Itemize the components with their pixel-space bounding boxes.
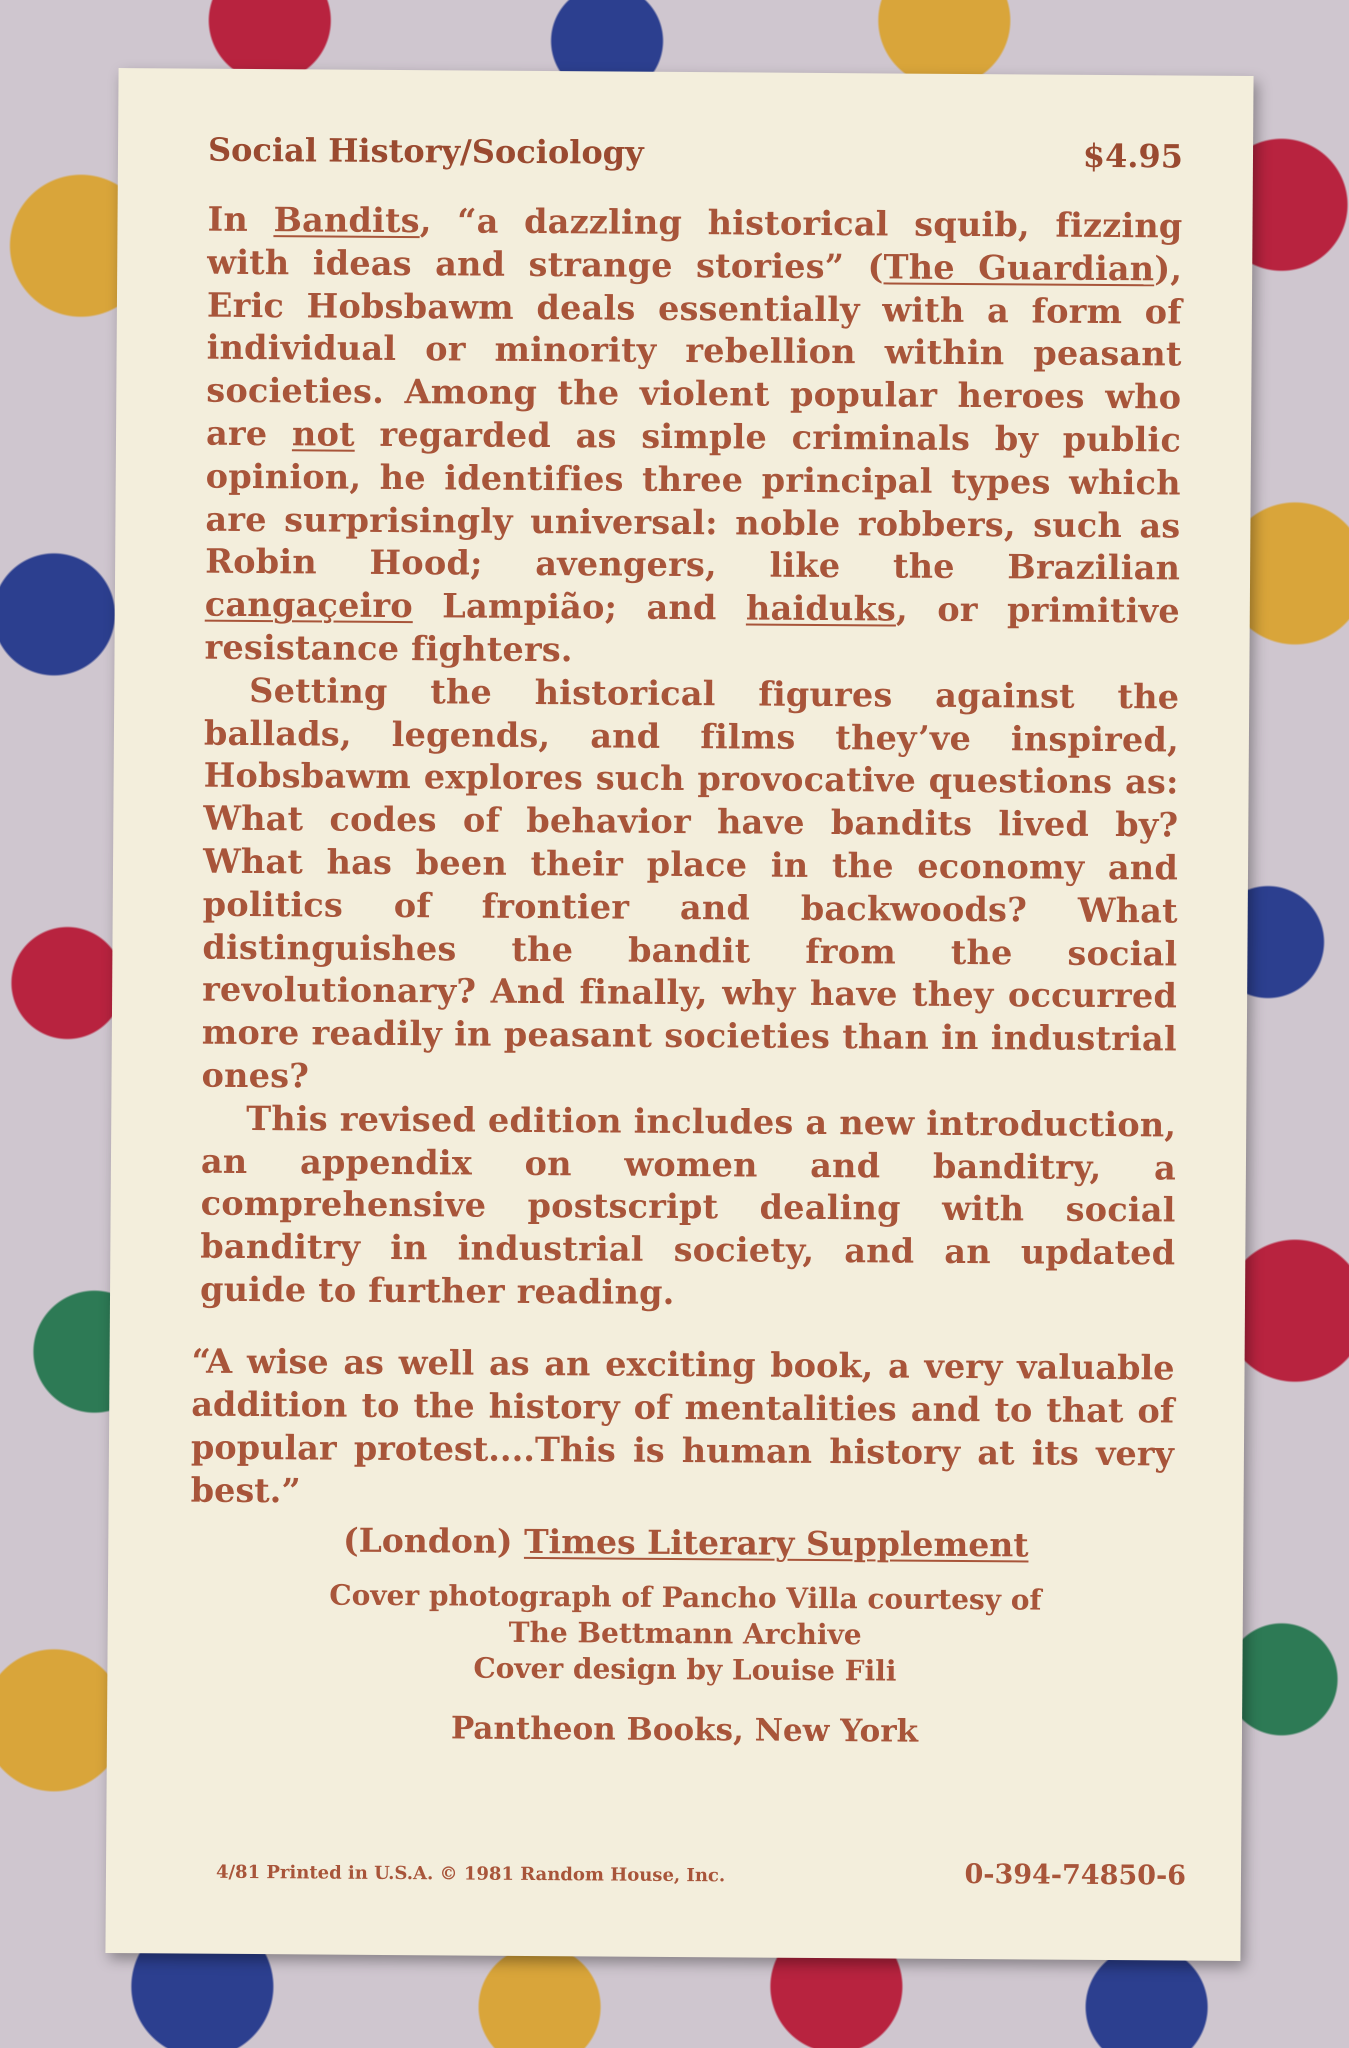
printed-notice: 4/81 Printed in U.S.A. © 1981 Random House, Inc. bbox=[215, 1861, 726, 1887]
credit-line-3: Cover design by Louise Fili bbox=[473, 1651, 897, 1688]
review-source-title: Times Literary Supplement bbox=[523, 1521, 1029, 1565]
blurb bbox=[200, 199, 1183, 1318]
term-cangaceiro: cangaçeiro bbox=[204, 584, 414, 626]
blurb-paragraph-1: In Bandits, “a dazzling historical squib, fizzing with ideas and strange stories” (The Guardian), Eric Hobsbawm deals essentially with a form of individual or minority rebellion within peasant societies. Among the violent popular heroes who are not regarded as simple criminals by public opinion, he identifies three principal types which are surprisingly universal: noble robbers, such as Robin Hood; avengers, like the Brazilian cangaçeiro Lampião; and haiduks, or primitive resistance fighters. bbox=[204, 199, 1183, 670]
title-guardian: The Guardian bbox=[883, 247, 1155, 289]
credit-line-1: Cover photograph of Pancho Villa courtesy of bbox=[329, 1578, 1042, 1617]
emphasis-not: not bbox=[291, 414, 355, 454]
cover-credits bbox=[197, 1576, 1173, 1691]
blurb-paragraph-3: This revised edition includes a new introduction, an appendix on women and banditry, a comprehensive postscript dealing with social banditry in industrial society, and an updated guide to further reading. bbox=[199, 1098, 1177, 1312]
blurb-paragraph-2: Setting the historical figures against the ballads, legends, and films they’ve inspired, Hobsbawm explores such provocative questions as: What codes of behavior have bandits lived by? What has been their place in the economy and politics of frontier and backwoods? What distinguishes the bandit from the social revolutionary? And finally, why have they occurred more readily in peasant societies than in industrial ones? bbox=[201, 670, 1180, 1096]
price-label: $4.95 bbox=[1082, 136, 1184, 176]
term-haiduks: haiduks bbox=[745, 588, 897, 629]
header-row bbox=[208, 131, 1183, 176]
footer-row bbox=[216, 1854, 1186, 1892]
publisher-label: Pantheon Books, New York bbox=[450, 1710, 919, 1750]
review-source: (London) Times Literary Supplement bbox=[342, 1520, 1029, 1565]
title-bandits: Bandits bbox=[273, 200, 420, 241]
category-label: Social History/Sociology bbox=[207, 130, 644, 172]
book-back-cover bbox=[105, 68, 1253, 1961]
review-quote: “A wise as well as an exciting book, a very valuable addition to the history of mentalities and to that of popular protest....This is human history at its very best.” bbox=[190, 1341, 1175, 1511]
isbn-label: 0-394-74850-6 bbox=[964, 1859, 1187, 1892]
credit-line-2: The Bettmann Archive bbox=[508, 1615, 862, 1652]
